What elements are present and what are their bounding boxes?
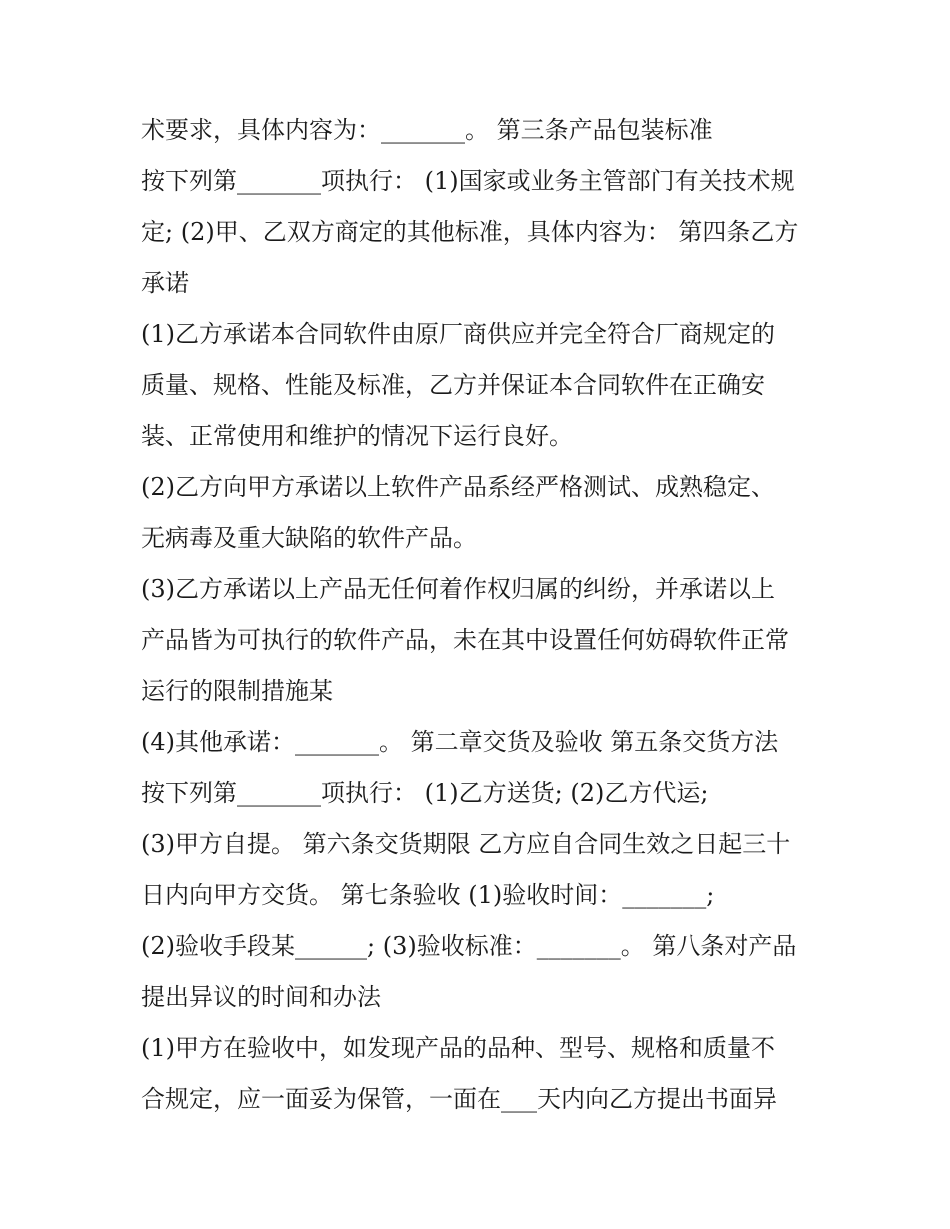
text-line-12: 运行的限制措施某 xyxy=(141,677,333,705)
text-line-10: (3)乙方承诺以上产品无任何着作权归属的纠纷，并承诺以上 xyxy=(141,575,775,603)
text-line-19: (1)甲方在验收中，如发现产品的品种、型号、规格和质量不 xyxy=(141,1034,775,1062)
text-line-3: 定; (2)甲、乙双方商定的其他标准，具体内容为： 第四条乙方 xyxy=(141,218,799,246)
contract-text-body xyxy=(141,112,831,1132)
text-line-6: 质量、规格、性能及标准，乙方并保证本合同软件在正确安 xyxy=(141,371,765,399)
text-line-15: (3)甲方自提。 第六条交货期限 乙方应自合同生效之日起三十 xyxy=(141,830,791,858)
text-line-5: (1)乙方承诺本合同软件由原厂商供应并完全符合厂商规定的 xyxy=(141,320,775,348)
text-line-7: 装、正常使用和维护的情况下运行良好。 xyxy=(141,422,573,450)
text-line-14: 按下列第_______项执行： (1)乙方送货; (2)乙方代运; xyxy=(141,779,709,807)
text-line-13: (4)其他承诺：_______。 第二章交货及验收 第五条交货方法 xyxy=(141,728,779,756)
text-line-18: 提出异议的时间和办法 xyxy=(141,983,381,1011)
text-line-8: (2)乙方向甲方承诺以上软件产品系经严格测试、成熟稳定、 xyxy=(141,473,775,501)
text-line-11: 产品皆为可执行的软件产品，未在其中设置任何妨碍软件正常 xyxy=(141,626,789,654)
text-line-17: (2)验收手段某______; (3)验收标准：_______。 第八条对产品 xyxy=(141,932,797,960)
text-line-9: 无病毒及重大缺陷的软件产品。 xyxy=(141,524,477,552)
text-line-20: 合规定，应一面妥为保管，一面在___天内向乙方提出书面异 xyxy=(141,1085,777,1113)
text-line-2: 按下列第_______项执行： (1)国家或业务主管部门有关技术规 xyxy=(141,167,795,195)
text-line-1: 术要求，具体内容为：_______。 第三条产品包装标准 xyxy=(141,116,713,144)
text-line-16: 日内向甲方交货。 第七条验收 (1)验收时间：_______; xyxy=(141,881,715,909)
text-line-4: 承诺 xyxy=(141,269,189,297)
